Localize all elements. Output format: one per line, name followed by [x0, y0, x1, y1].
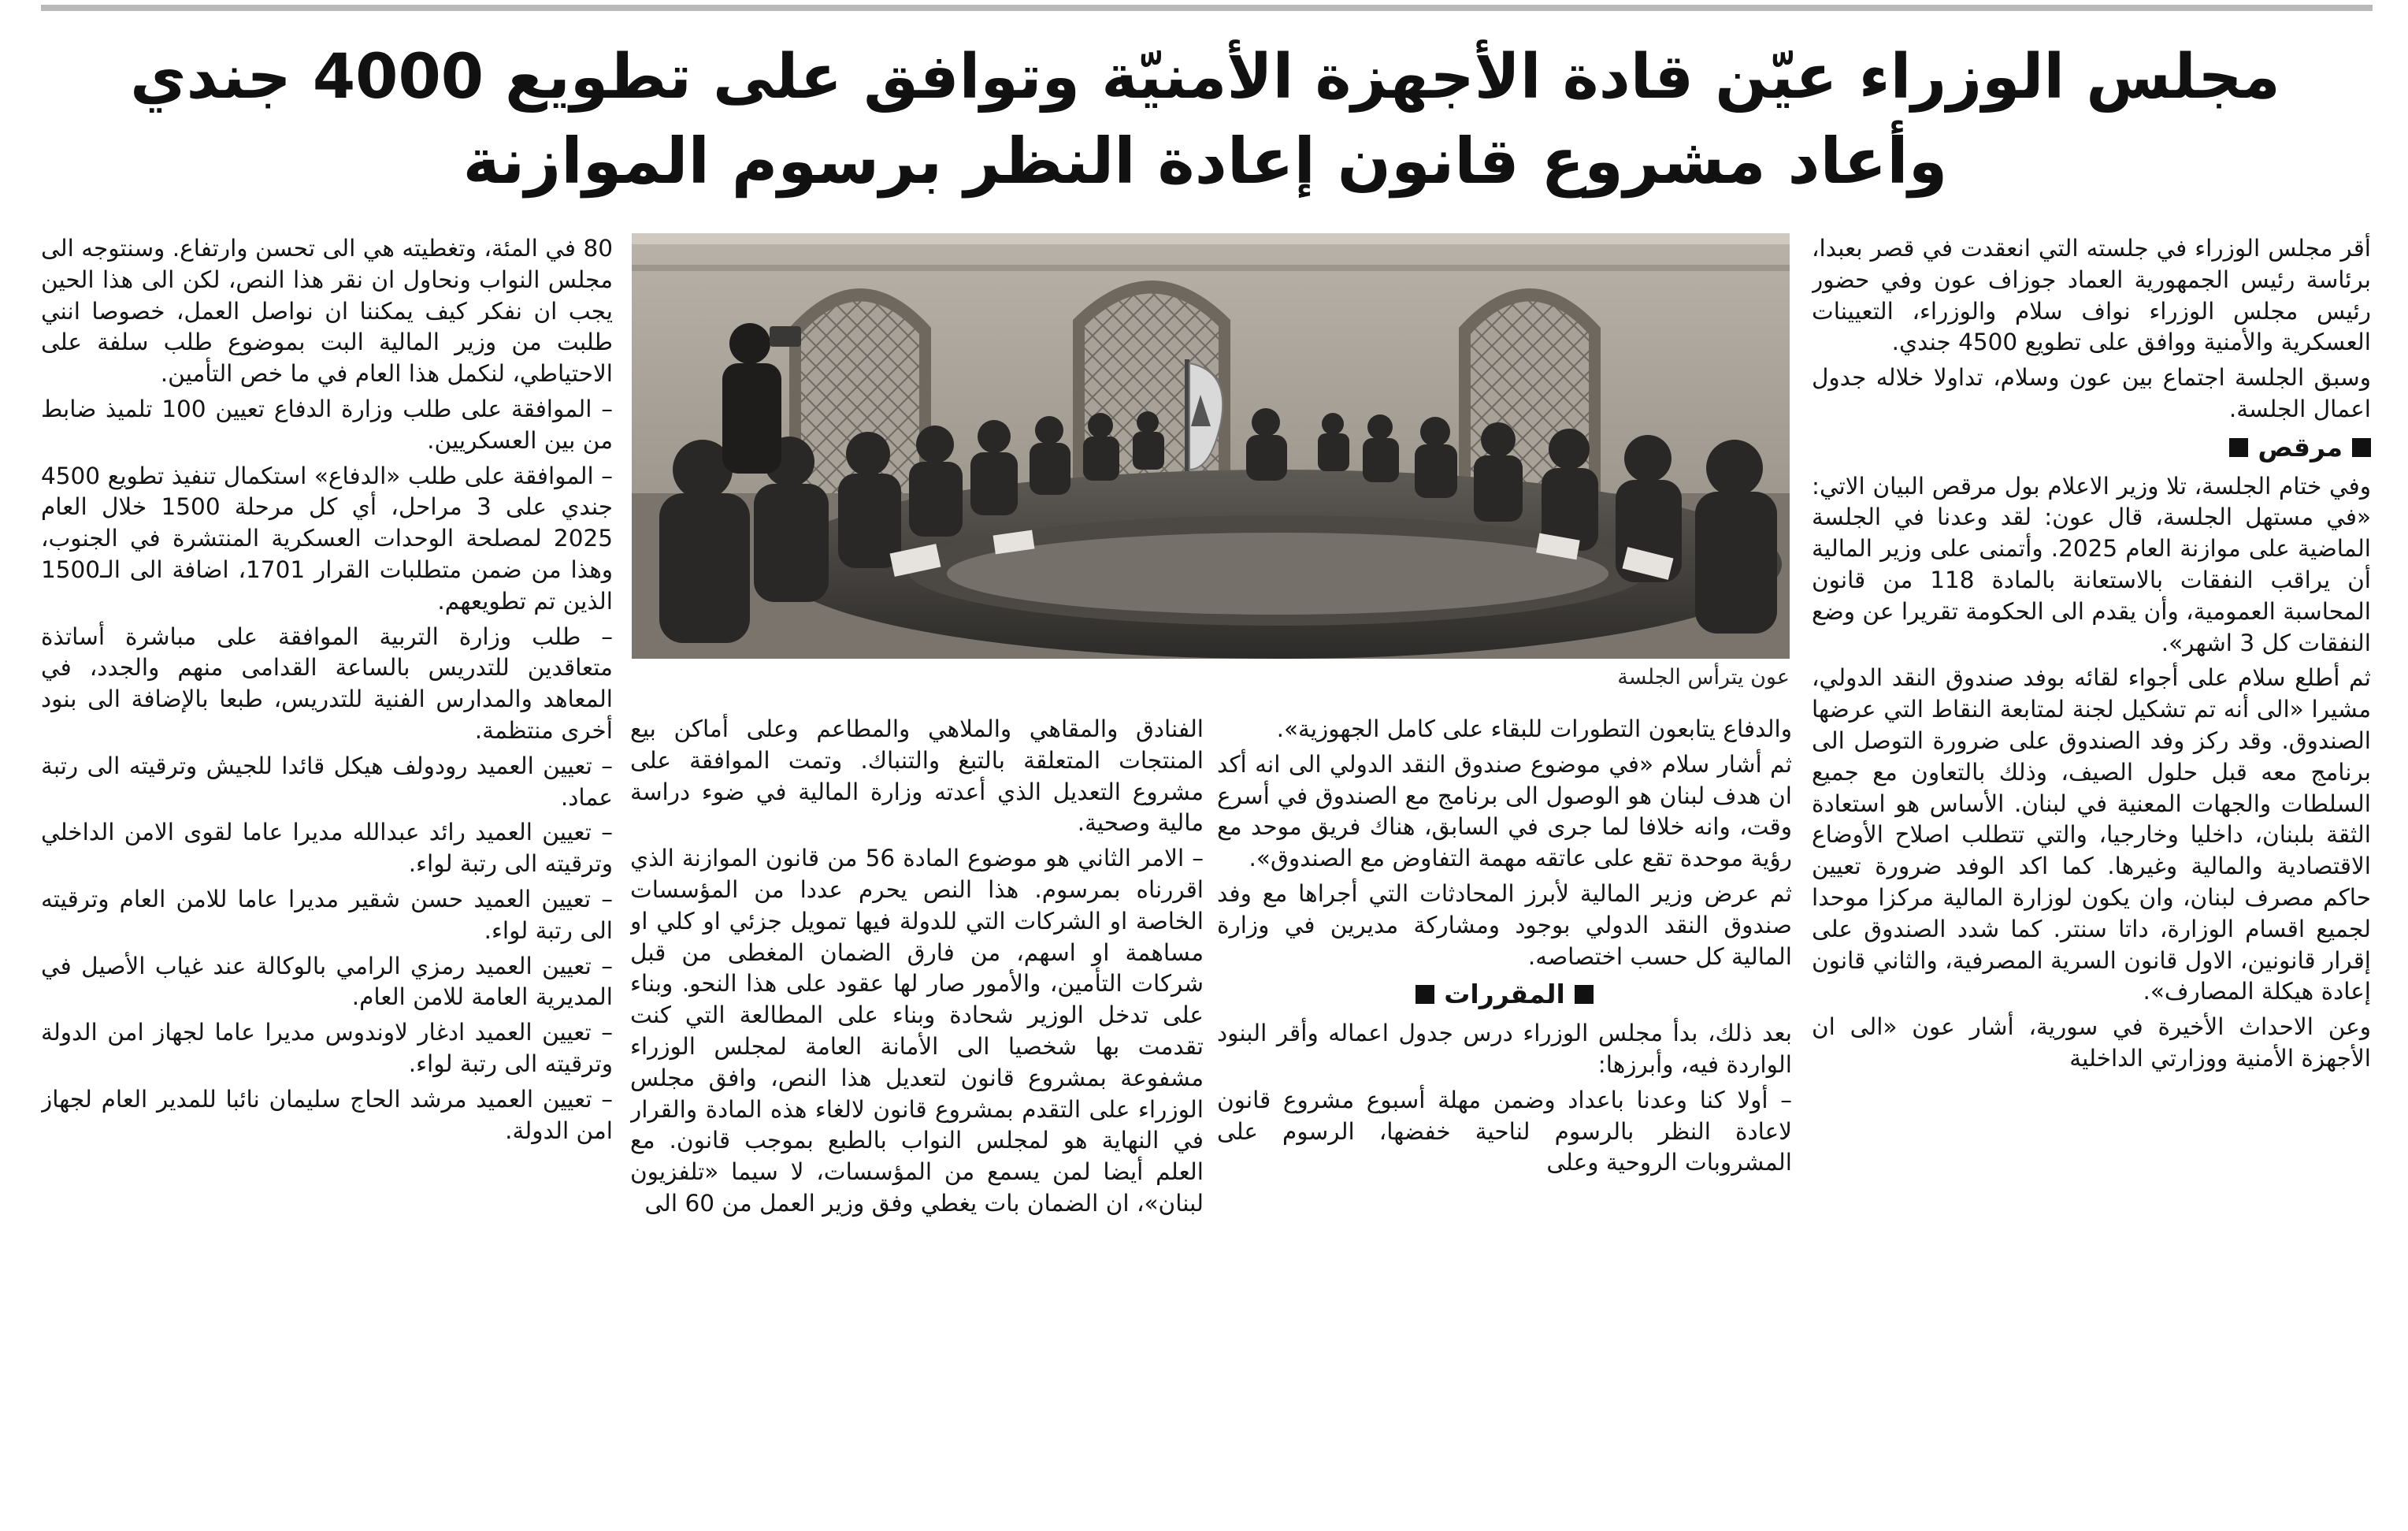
article-column-1: [1812, 233, 2371, 1525]
list-item: – طلب وزارة التربية الموافقة على مباشرة أساتذة متعاقدين للتدريس بالساعة القدامى منهم والجدد، في المعاهد والمدارس الفنية للتدريس، طبعا بالإضافة الى بنود أخرى منتظمة.: [41, 622, 613, 744]
paragraph: – الامر الثاني هو موضوع المادة 56 من قانون الموازنة الذي اقررناه بمرسوم. هذا النص يحرم عددا من المؤسسات الخاصة او الشركات التي للدولة فيها تمويل جزئي او كلي او مساهمة او اسهم، من فارق الضمان المغطى من قبل شركات التأمين، والأمور صار لها عقود على هذا النحو. وبناء على تدخل الوزير شحادة وبناء على المطالعة التي كنت تقدمت بها شخصيا الى الأمانة العامة لمجلس الوزراء مشفوعة بمشروع قانون لتعديل هذا النص، وافق مجلس الوزراء على التقدم بمشروع قانون لالغاء هذه المادة والقرار في النهاية هو لمجلس النواب بالطبع بموجب قانون. مع العلم أيضا لمن يسمع من المؤسسات، لا سيما «تلفزيون لبنان»، ان الضمان بات يغطي وفق وزير العمل من 60 الى: [630, 845, 1204, 1217]
subheading-marqos: [1812, 432, 2371, 463]
list-item: – تعيين العميد رودولف هيكل قائدا للجيش وترقيته الى رتبة عماد.: [41, 752, 613, 811]
paragraph: وسبق الجلسة اجتماع بين عون وسلام، تداولا خلاله جدول اعمال الجلسة.: [1812, 364, 2371, 422]
paragraph: ثم أشار سلام «في موضوع صندوق النقد الدولي الى انه أكد ان هدف لبنان هو الوصول الى برنامج مع الصندوق في أسرع وقت، وانه خلافا لما جرى في السابق، هناك فريق موحد مع رؤية موحدة تقع على عاتقه مهمة التفاوض مع الصندوق».: [1217, 750, 1792, 872]
headline-line-2: وأعاد مشروع قانون إعادة النظر برسوم الموازنة: [462, 124, 1948, 198]
square-bullet-icon: [2229, 438, 2248, 457]
list-item: – الموافقة على طلب وزارة الدفاع تعيين 100 تلميذ ضابط من بين العسكريين.: [41, 395, 613, 454]
paragraph: بعد ذلك، بدأ مجلس الوزراء درس جدول اعماله وأقر البنود الواردة فيه، وأبرزها:: [1217, 1020, 1792, 1078]
subheading-text: المقررات: [1444, 979, 1565, 1010]
cabinet-session-illustration: [632, 233, 1790, 659]
subheading-decisions: [1217, 979, 1792, 1010]
top-rule: [41, 5, 2373, 11]
list-item: – الموافقة على طلب «الدفاع» استكمال تنفيذ تطويع 4500 جندي على 3 مراحل، أي كل مرحلة 1500 خلال العام 2025 لمصلحة الوحدات العسكرية المنتشرة في الجنوب، وهذا من ضمن متطلبات القرار 1701، اضافة الى الـ1500 الذين تم تطويعهم.: [41, 462, 613, 615]
paragraph: ثم عرض وزير المالية لأبرز المحادثات التي أجراها مع وفد صندوق النقد الدولي بوجود ومشاركة مديرين في وزارة المالية كل حسب اختصاصه.: [1217, 879, 1792, 970]
list-item: – تعيين العميد ادغار لاوندوس مديرا عاما لجهاز امن الدولة وترقيته الى رتبة لواء.: [41, 1019, 613, 1077]
article-column-4: [41, 233, 613, 1525]
list-item: – تعيين العميد مرشد الحاج سليمان نائبا للمدير العام لجهاز امن الدولة.: [41, 1085, 613, 1144]
paragraph: والدفاع يتابعون التطورات للبقاء على كامل الجهوزية».: [1276, 715, 1792, 742]
paragraph: – أولا كنا وعدنا باعداد وضمن مهلة أسبوع مشروع قانون لاعادة النظر بالرسوم لناحية خفضها، الرسوم على المشروبات الروحية وعلى: [1217, 1086, 1792, 1176]
square-bullet-icon: [1415, 985, 1434, 1004]
list-item: – تعيين العميد حسن شقير مديرا عاما للامن العام وترقيته الى رتبة لواء.: [41, 885, 613, 944]
headline-line-1: مجلس الوزراء عيّن قادة الأجهزة الأمنيّة وتوافق على تطويع 4000 جندي: [130, 42, 2280, 113]
square-bullet-icon: [2352, 438, 2371, 457]
paragraph: وعن الاحداث الأخيرة في سورية، أشار عون «الى ان الأجهزة الأمنية ووزارتي الداخلية: [1812, 1013, 2371, 1072]
paragraph: ثم أطلع سلام على أجواء لقائه بوفد صندوق النقد الدولي، مشيرا «الى أنه تم تشكيل لجنة لمتابعة النقاط التي عرضها الصندوق. وقد ركز وفد الصندوق على ضرورة التوصل الى برنامج معه قبل حلول الصيف، وذلك بالتعاون مع جميع السلطات والجهات المعنية في لبنان. الأساس هو استعادة الثقة بلبنان، داخليا وخارجيا، والتي تتطلب اصلاح الأوضاع الاقتصادية والمالية وغيرها. كما اكد الوفد ضرورة تعيين حاكم مصرف لبنان، وان يكون لوزارة المالية مركزا موحدا لجميع اقسام الوزارة، داتا سنتر. كما شدد الصندوق على إقرار قانونين، الاول قانون السرية المصرفية، والثاني قانون إعادة هيكلة المصارف».: [1812, 664, 2371, 1005]
paragraph: وفي ختام الجلسة، تلا وزير الاعلام بول مرقص البيان الاتي: «في مستهل الجلسة، قال عون: لقد وعدنا في الجلسة الماضية على موازنة العام 2025. وأتمنى على وزير المالية أن يراقب النفقات بالاستعانة بالمادة 118 من قانون المحاسبة العمومية، وأن يقدم الى الحكومة تقريرا عن وضع النفقات كل 3 اشهر».: [1812, 472, 2371, 656]
paragraph: 80 في المئة، وتغطيته هي الى تحسن وارتفاع. وسنتوجه الى مجلس النواب ونحاول ان نقر هذا النص، لكن الى هذا الحين يجب ان نفكر كيف يمكننا ان نواصل العمل، خصوصا انني طلبت من وزير المالية البت بموضوع طلب سلفة على الاحتياطي، لنكمل هذا العام في ما خص التأمين.: [41, 235, 613, 388]
square-bullet-icon: [1575, 985, 1594, 1004]
photo-caption: عون يترأس الجلسة: [1617, 665, 1790, 689]
list-item: – تعيين العميد رمزي الرامي بالوكالة عند غياب الأصيل في المديرية العامة للامن العام.: [41, 952, 613, 1011]
paragraph: الفنادق والمقاهي والملاهي والمطاعم وعلى أماكن بيع المنتجات المتعلقة بالتبغ والتنباك. وتمت الموافقة على مشروع التعديل الذي أعدته وزارة المالية في ضوء دراسة مالية وصحية.: [630, 715, 1204, 837]
article-column-3: [630, 714, 1204, 1525]
list-item: – تعيين العميد رائد عبدالله مديرا عاما لقوى الامن الداخلي وترقيته الى رتبة لواء.: [41, 819, 613, 878]
cabinet-session-photo: [632, 233, 1790, 659]
paragraph: أقر مجلس الوزراء في جلسته التي انعقدت في قصر بعبدا، برئاسة رئيس الجمهورية العماد جوزاف عون وفي حضور رئيس مجلس الوزراء نواف سلام والوزراء، التعيينات العسكرية والأمنية ووافق على تطويع 4500 جندي.: [1812, 235, 2371, 356]
article-column-2: [1217, 714, 1792, 1525]
subheading-text: مرقص: [2258, 431, 2343, 463]
